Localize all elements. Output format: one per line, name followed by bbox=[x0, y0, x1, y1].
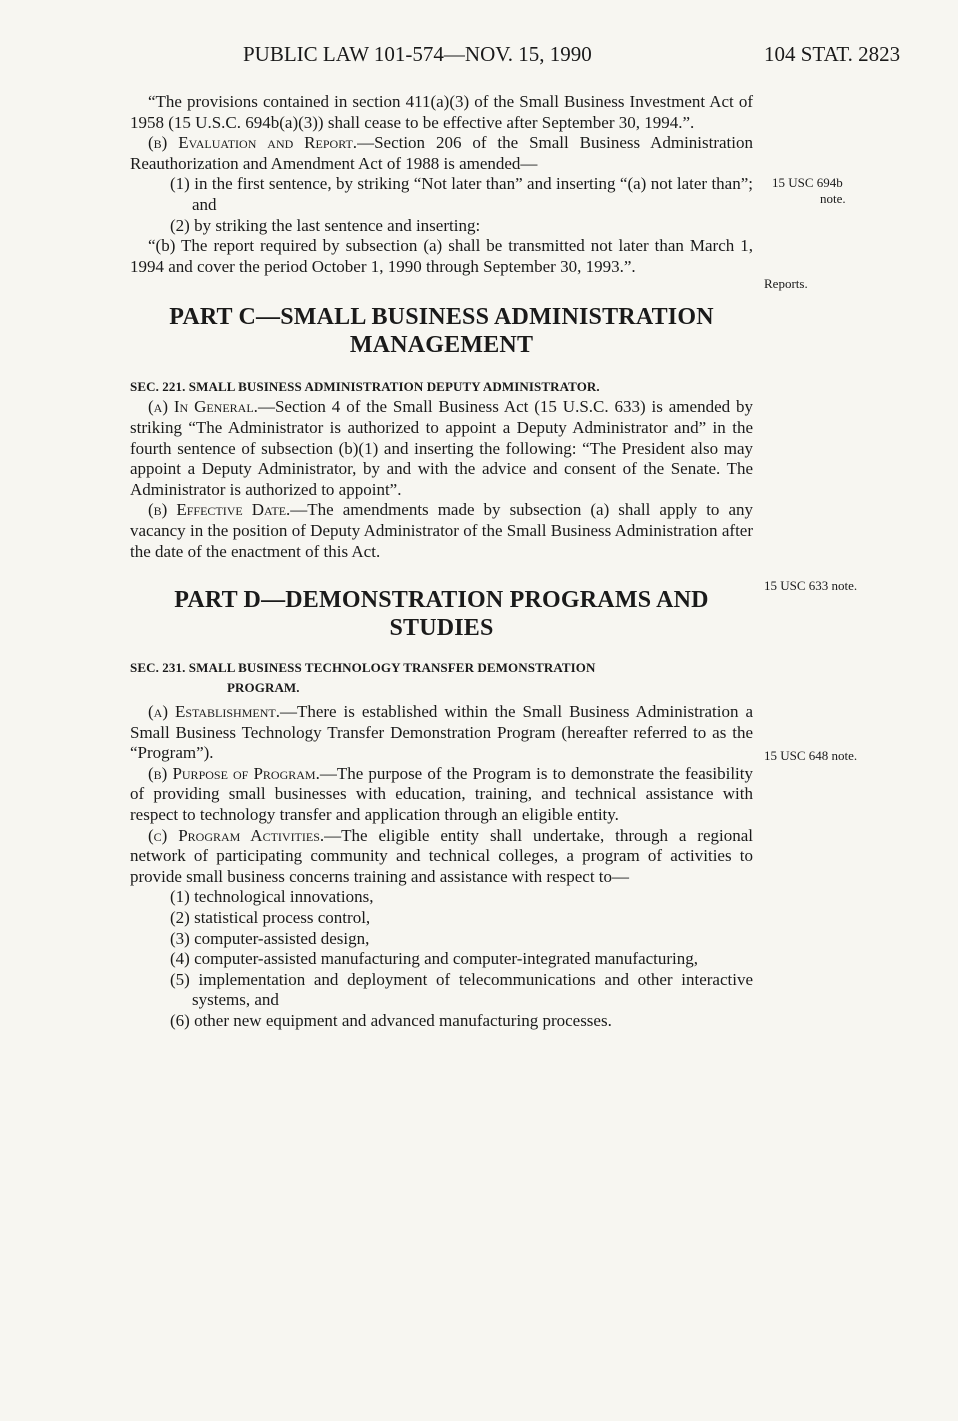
section-221-heading: SEC. 221. SMALL BUSINESS ADMINISTRATION DEPUTY ADMINISTRATOR. bbox=[130, 379, 600, 395]
part-d-heading-line1: PART D—DEMONSTRATION PROGRAMS AND bbox=[174, 587, 709, 614]
subsection-heading: (a) In General. bbox=[148, 397, 258, 417]
header-title: PUBLIC LAW 101-574—NOV. 15, 1990 bbox=[243, 42, 592, 66]
part-c-heading-line2: MANAGEMENT bbox=[349, 332, 534, 359]
margin-note-line: note. bbox=[820, 191, 846, 206]
part-c-heading bbox=[130, 303, 753, 359]
margin-note-633: 15 USC 633 note. bbox=[764, 578, 858, 593]
subsection-text: —Section 4 of the Small Business Act (15 U.S.C. 633) is amended by striking “The Administrator is authorized to appoint a Deputy Administrator and” in the fourth sentence of subsection (b)(1) and inserting the following: “The President also may appoint a Deputy Administrator, by and with the advice and consent of the Senate. The Administrator is authorized to appoint”. bbox=[130, 397, 753, 499]
page-header bbox=[0, 42, 958, 72]
margin-note-reports: Reports. bbox=[764, 276, 808, 291]
quoted-report-paragraph: “(b) The report required by subsection (a) shall be transmitted not later than March 1, 1994 and cover the period October 1, 1990 through September 30, 1993.”. bbox=[130, 236, 753, 276]
subsection-heading: (b) Purpose of Program. bbox=[148, 763, 320, 783]
section-231-c bbox=[130, 826, 753, 888]
subsection-heading: (c) Program Activities. bbox=[148, 825, 325, 845]
subsection-text: —Section 206 of the Small Business Administration Reauthorization and Amendment Act of 1988 is amended— bbox=[130, 133, 754, 173]
evaluation-report-paragraph bbox=[130, 133, 753, 174]
margin-note-694b bbox=[772, 175, 846, 207]
margin-note-line: 15 USC 694b bbox=[772, 175, 843, 190]
part-c-heading-line1: PART C—SMALL BUSINESS ADMINISTRATION bbox=[169, 304, 714, 331]
subsection-text: —The eligible entity shall undertake, through a regional network of participating community and technical colleges, a program of activities to provide small business concerns training and assistance with respect to— bbox=[130, 825, 754, 886]
part-d-heading-line2: STUDIES bbox=[389, 615, 494, 642]
section-231-heading bbox=[130, 658, 753, 698]
subsection-text: —The purpose of the Program is to demonstrate the feasibility of providing small businesses with education, training, and technical assistance with respect to technology transfer and application through an eligible entity. bbox=[130, 763, 754, 825]
list-item: (5) implementation and deployment of telecommunications and other interactive systems, and bbox=[170, 969, 753, 1010]
section-231-heading-line1: SEC. 231. SMALL BUSINESS TECHNOLOGY TRANSFER DEMONSTRATION bbox=[130, 660, 596, 676]
margin-note-648: 15 USC 648 note. bbox=[764, 748, 858, 763]
list-item: (2) statistical process control, bbox=[170, 908, 371, 928]
subsection-text: —The amendments made by subsection (a) shall apply to any vacancy in the position of Deputy Administrator of the Small Business Administration after the date of the enactment of this Act. bbox=[130, 500, 753, 561]
subsection-heading: (b) Effective Date. bbox=[148, 500, 291, 520]
list-item: (2) by striking the last sentence and inserting: bbox=[170, 215, 481, 235]
section-221-a bbox=[130, 397, 753, 500]
list-item: (1) in the first sentence, by striking “Not later than” and inserting “(a) not later than”; and bbox=[170, 174, 753, 214]
subsection-heading: (b) Evaluation and Report. bbox=[148, 133, 358, 153]
list-item: (3) computer-assisted design, bbox=[170, 928, 370, 948]
section-221-b bbox=[130, 500, 753, 562]
main-text-column bbox=[130, 92, 753, 1032]
section-231-b bbox=[130, 764, 753, 826]
section-231-a bbox=[130, 702, 753, 764]
quoted-provision-paragraph: “The provisions contained in section 411(a)(3) of the Small Business Investment Act of 1958 (15 U.S.C. 694b(a)(3)) shall cease to be effective after September 30, 1994.”. bbox=[130, 92, 753, 132]
part-d-heading bbox=[130, 586, 753, 642]
subsection-heading: (a) Establishment. bbox=[148, 702, 280, 722]
header-stat-page: 104 STAT. 2823 bbox=[764, 42, 901, 66]
subsection-text: —There is established within the Small Business Administration a Small Business Technology Transfer Demonstration Program (hereafter referred to as the “Program”). bbox=[130, 702, 753, 763]
list-item: (4) computer-assisted manufacturing and computer-integrated manufacturing, bbox=[170, 949, 699, 969]
section-231-heading-line2: PROGRAM. bbox=[227, 680, 300, 696]
list-item: (6) other new equipment and advanced manufacturing processes. bbox=[170, 1011, 612, 1030]
list-item: (1) technological innovations, bbox=[170, 887, 374, 907]
